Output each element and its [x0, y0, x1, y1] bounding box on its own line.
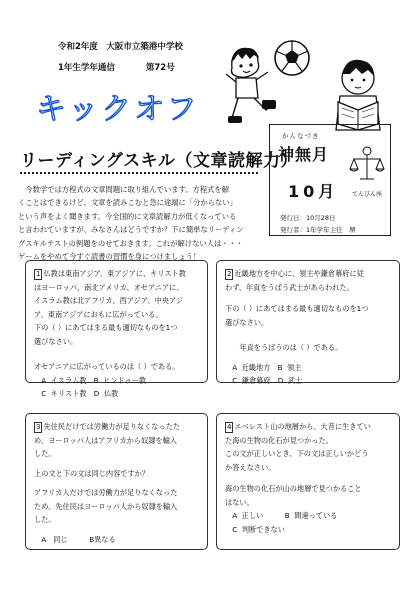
- question-line: か答えなさい。: [225, 462, 276, 472]
- answer-options: C 判断できない: [225, 524, 285, 534]
- question-prompt: オセアニアに広がっているのは（ ）である。: [34, 362, 180, 371]
- question-line: ため、先住民はヨーロッパ人から奴隷を輸入: [34, 501, 178, 511]
- intro-line: くことはできるけど、文章を読みこむと急に途端に「分からない」: [18, 198, 237, 208]
- question-line: め、ヨーロッパ人はアフリカから奴隷を輸入: [34, 435, 177, 445]
- intro-line: という声をよく聞きます。今全国的に文章読解力が低くなっている: [18, 211, 237, 221]
- question-line: 下の（ ）にあてはまる最も適切なものを1つ: [225, 304, 369, 313]
- newsletter-title: キックオフ: [36, 92, 200, 127]
- question-line: はない。: [225, 497, 254, 507]
- intro-line: ゲームをやめて今すぐ読書の習慣を身につけましょう！: [18, 252, 201, 262]
- question-line: した。: [34, 515, 56, 524]
- question-number: 4: [227, 423, 232, 431]
- question-line: 3 先住民だけでは労働力が足りなくなったた: [36, 422, 181, 431]
- question-line: 選びなさい。: [225, 317, 269, 327]
- question-number: 1: [36, 270, 41, 278]
- question-line: この文が正しいとき、下の文は正しいかどう: [225, 449, 369, 458]
- month-label: 10月: [288, 182, 339, 201]
- heading-divider: [20, 172, 258, 174]
- question-line: 選びなさい。: [34, 336, 78, 346]
- answer-options: A 近畿地方 B 領主: [225, 362, 302, 372]
- intro-paragraph: [18, 183, 266, 263]
- question-line: た海の生物の化石が見つかった。: [225, 435, 333, 445]
- question-line: 海の生物の化石が山の地層で見つかること: [225, 484, 362, 493]
- question-box-2: [216, 260, 400, 383]
- answer-options: A 同じ B異なる: [34, 534, 116, 544]
- question-box-3: [25, 413, 208, 550]
- question-line: はヨーロッパ、南北アメリカ、オセアニアに、: [34, 282, 184, 292]
- question-box-1: [25, 260, 208, 398]
- question-line: 上の文と下の文は同じ内容ですか？: [34, 468, 150, 478]
- question-box-4: [216, 413, 400, 550]
- question-line: 1 仏教は東南アジア、東アジアに、キリスト教: [36, 269, 186, 278]
- question-line: イスラム教は北アフリカ、西アジア、中央アジ: [34, 296, 183, 305]
- question-line: アフリカ人だけでは労働力が足りなくなった: [34, 488, 178, 497]
- school-name: 令和2年度 大阪市立築港中学校: [58, 42, 183, 52]
- answer-options: A 正しい B 間違っている: [225, 511, 338, 520]
- question-line: わず、年貢をうばう武士があらわれた。: [225, 282, 354, 292]
- question-line: 4 エベレスト山の地層から、大昔に生きてい: [227, 422, 371, 431]
- zodiac-label: てんびん座: [352, 191, 383, 198]
- question-number: 2: [227, 270, 232, 278]
- question-prompt: 年貢をうばうのは（ ）である。: [225, 343, 343, 352]
- issue-number: 第72号: [145, 63, 175, 73]
- month-info-box: [269, 124, 391, 236]
- intro-line: グスキルテストの例題をのせておきます。これが解けない人は・・・: [18, 238, 244, 248]
- grade-newsletter-label: 1年生学年通信: [58, 63, 115, 73]
- intro-line: 今数学では方程式の文章問題に取り組んでいます。方程式を解: [18, 185, 230, 194]
- answer-options: A イスラム教 B ヒンドゥー教: [34, 375, 147, 385]
- libra-scale-icon: [348, 145, 386, 185]
- question-line: ア、東南アジアにおもに広がっている。: [34, 309, 163, 319]
- question-line: 2 近畿地方を中心に、領主や鎌倉幕府に従: [227, 269, 364, 278]
- issuer: 発行者：1年学年主任 堺: [280, 226, 356, 234]
- section-heading: リーディングスキル（文章読解力）: [20, 151, 298, 171]
- issue-date: 発行日：10月28日: [280, 214, 336, 222]
- question-number: 3: [36, 423, 41, 431]
- newsletter-line: [58, 61, 175, 73]
- question-line: 下の（ ）にあてはまる最も適切なものを1つ: [34, 323, 178, 332]
- month-traditional-name: 神無月: [278, 145, 330, 164]
- soccer-boy-illustration: [222, 38, 314, 128]
- intro-line: と言われていますが、みなさんはどうですか？下に簡単なリーディン: [18, 225, 244, 235]
- question-line: した。: [34, 449, 56, 458]
- month-furigana: かんなづき: [282, 132, 320, 140]
- answer-options: C 鎌倉幕府 D 武士: [225, 376, 303, 385]
- answer-options: C キリスト教 D 仏教: [34, 389, 119, 398]
